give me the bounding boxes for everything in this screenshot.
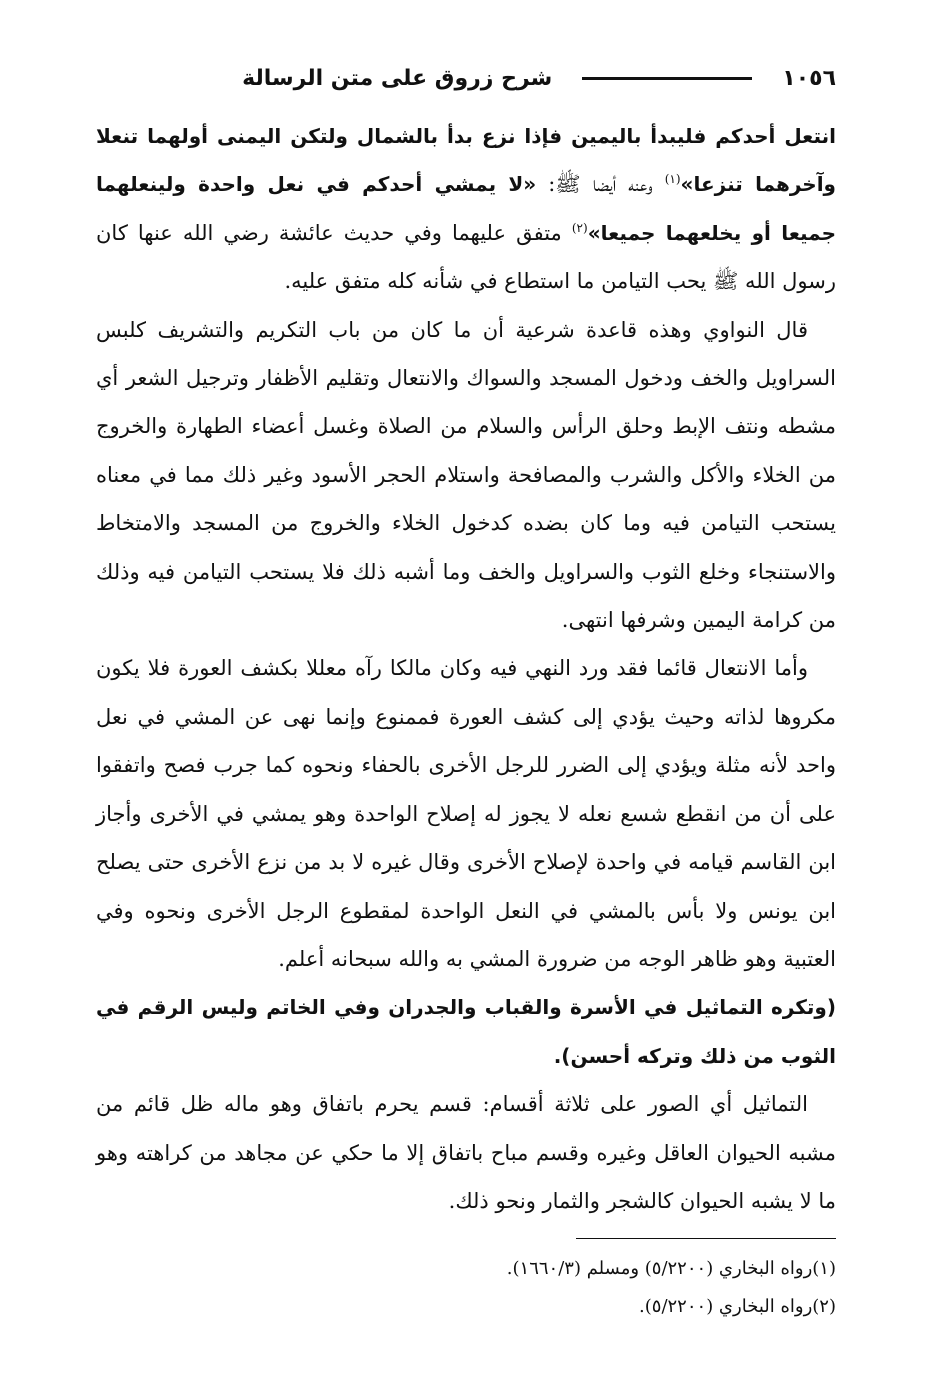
paragraph-3: وأما الانتعال قائما فقد ورد النهي فيه وكان مالكا رآه معللا بكشف العورة فلا يكون مكروها لذاته وحيث يؤدي إلى كشف العورة فممنوع وإنما نهى عن المشي في نعل واحد لأنه مثلة ويؤدي إلى الضرر للرجل الأخرى بالحفاء ونحوه كما جرب فصح واتفقوا على أن من انقطع شسع نعله لا يجوز له إصلاح الواحدة وهو يمشي في الأخرى وأجاز ابن القاسم قيامه في واحدة لإصلاح الأخرى وقال غيره لا بد من نزع الأخرى حتى يصلح ابن يونس ولا بأس بالمشي في النعل الواحدة لمقطوع الرجل الأخرى ونحوه وفي العتبية وهو ظاهر الوجه من ضرورة المشي به والله سبحانه أعلم. xyxy=(96,656,836,971)
footnote-1: (١)رواه البخاري (٥/٢٢٠٠) ومسلم (١٦٦٠/٣). xyxy=(506,1258,836,1279)
matn-text: (وتكره التماثيل في الأسرة والقباب والجدران وفي الخاتم وليس الرقم في الثوب من ذلك وتركه أحسن). xyxy=(96,995,836,1068)
header-rule xyxy=(582,77,752,80)
paragraph-2: قال النواوي وهذه قاعدة شرعية أن ما كان من باب التكريم والتشريف كلبس السراويل والخف ودخول المسجد والسواك والانتعال وتقليم الأظفار وترجيل الشعر أي مشطه ونتف الإبط وحلق الرأس والسلام من الصلاة وغسل أعضاء الطهارة والخروج من الخلاء والأكل والشرب والمصافحة واستلام الحجر الأسود وغير ذلك مما في معناه يستحب التيامن فيه وما كان بضده كدخول الخلاء والخروج من المسجد والامتخاط والاستنجاء وخلع الثوب والسراويل والخف وما أشبه ذلك فلا يستحب التيامن فيه وذلك من كرامة اليمين وشرفها انتهى. xyxy=(96,317,836,633)
footnote-rule xyxy=(576,1238,836,1239)
page-number: ١٠٥٦ xyxy=(782,65,836,91)
page-header xyxy=(88,58,836,98)
paragraph-1-text-b: متفق عليهما وفي حديث عائشة رضي الله عنها كان رسول الله ﷺ يحب التيامن ما استطاع في شأنه كله متفق عليه. xyxy=(96,220,836,294)
paragraph-4: التماثيل أي الصور على ثلاثة أقسام: قسم يحرم باتفاق وهو ماله ظل قائم من مشبه الحيوان العاقل وغيره وقسم مباح باتفاق إلا ما حكي عن مجاهد من كراهته وهو ما لا يشبه الحيوان كالشجر والثمار ونحو ذلك. xyxy=(96,1092,836,1213)
paragraph-1 xyxy=(96,112,836,306)
footnote-ref-1: (١) xyxy=(664,172,681,187)
hadith-text-2: «لا يمشي أحدكم في نعل واحدة ولينعلهما جميعا أو يخلعهما جميعا» xyxy=(96,172,836,245)
footnote-ref-2: (٢) xyxy=(571,220,588,235)
hadith-text-1: انتعل أحدكم فليبدأ باليمين فإذا نزع بدأ بالشمال ولتكن اليمنى أولهما تنعلا وآخرهما تنزعا» xyxy=(96,124,836,197)
paragraph-1-text-a: وعنه أيضا ﷺ: xyxy=(536,172,665,197)
footnote-2: (٢)رواه البخاري (٥/٢٢٠٠). xyxy=(639,1296,836,1317)
running-title: شرح زروق على متن الرسالة xyxy=(242,65,553,91)
main-text xyxy=(96,112,836,1225)
footnotes xyxy=(96,1250,836,1326)
